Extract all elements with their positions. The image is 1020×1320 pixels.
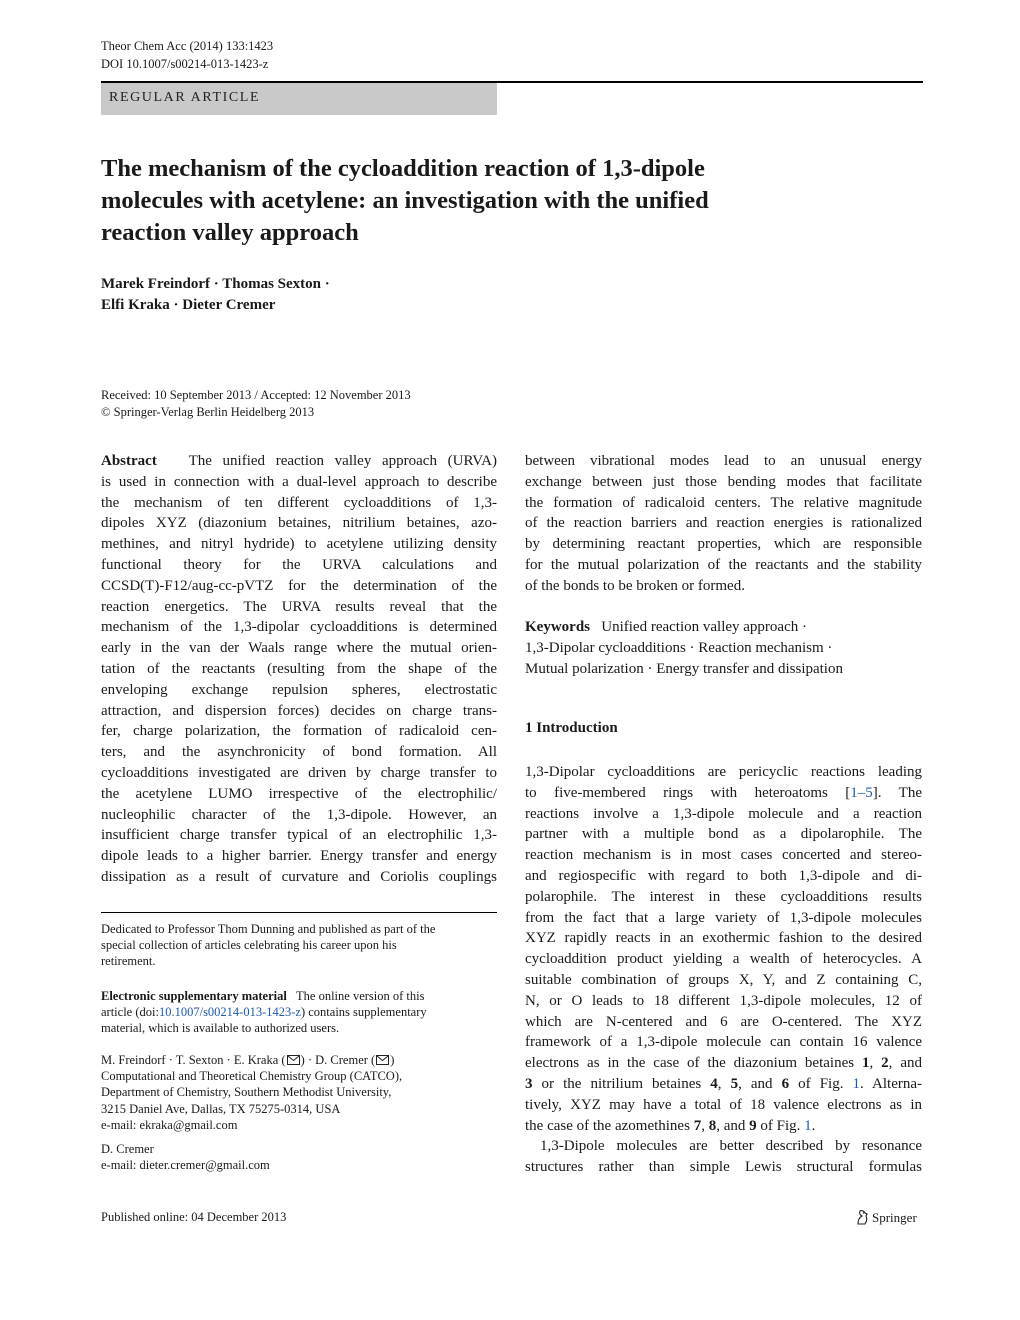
figure-link[interactable]: 1 <box>804 1117 812 1134</box>
intro-text: , and <box>888 1055 922 1072</box>
esm-line <box>101 988 497 1004</box>
publication-dates <box>101 387 411 421</box>
abstract-line: between vibrational modes lead to an unusual energy <box>525 453 922 469</box>
abstract-line: mechanism of the 1,3-dipolar cycloadditions is determined <box>101 619 497 636</box>
abstract-last-line: of the bonds to be broken or formed. <box>525 577 745 594</box>
article-type-banner <box>101 83 497 115</box>
article-title <box>101 153 801 249</box>
journal-citation: Theor Chem Acc (2014) 133:1423 <box>101 39 274 53</box>
author-line: Marek Freindorf · Thomas Sexton · <box>101 276 330 292</box>
figure-link[interactable]: 1 <box>852 1075 861 1092</box>
abstract-line: dissipation as a result of curvature and Coriolis couplings <box>101 868 497 885</box>
keywords-line: 1,3-Dipolar cycloadditions · Reaction mechanism · <box>525 639 833 656</box>
intro-text: of Fig. <box>756 1117 805 1134</box>
dedication-line: special collection of articles celebrating his career upon his <box>101 938 397 953</box>
intro-text: . Alterna- <box>860 1075 922 1092</box>
intro-line <box>525 783 922 804</box>
abstract-line: cycloadditions investigated are driven by charge transfer to <box>101 764 497 781</box>
intro-line: 3 or the nitrilium betaines 4, 5, and 6 of Fig. 1. Alterna- <box>525 1075 922 1092</box>
intro-line: reactions involve a 1,3-dipole molecule and a reaction <box>525 805 922 822</box>
compound-number: 9 <box>749 1117 757 1134</box>
esm-text: The online version of this <box>296 989 425 1003</box>
compound-number: 7 <box>693 1117 702 1134</box>
intro-line: from the fact that a large variety of 1,3-dipole molecules <box>525 909 922 926</box>
intro-line: which are N-centered and 6 are O-centered. The XYZ <box>525 1013 922 1030</box>
doi-line: DOI 10.1007/s00214-013-1423-z <box>101 57 269 71</box>
keywords-text: Unified reaction valley approach · <box>601 619 807 635</box>
journal-header <box>101 37 273 73</box>
esm-text: article (doi: <box>101 1005 159 1020</box>
publisher-name: Springer <box>872 1210 917 1225</box>
intro-text: or the nitrilium betaines <box>532 1075 711 1092</box>
esm-doi-link[interactable]: 10.1007/s00214-013-1423-z <box>158 1005 301 1020</box>
intro-line: polarophile. The interest in these cycloadditions results <box>525 888 922 905</box>
intro-line: 1,3-Dipolar cycloadditions are pericyclic reactions leading <box>525 764 922 780</box>
affil-text: M. Freindorf · T. Sexton · E. Kraka ( <box>101 1053 286 1067</box>
compound-number: 8 <box>708 1117 717 1134</box>
abstract-line: tation of the reactants (resulting from the shape of the <box>101 660 497 677</box>
compound-number: 4 <box>710 1075 718 1092</box>
compound-number: 3 <box>525 1075 533 1092</box>
abstract-line: by determining reactant properties, which are responsible <box>525 536 922 553</box>
affiliation-note <box>101 1052 497 1173</box>
keywords-block <box>525 617 922 679</box>
esm-line <box>101 1004 497 1020</box>
affiliation-line: Department of Chemistry, Southern Methodist University, <box>101 1085 392 1100</box>
intro-line: the case of the azomethines 7, 8, and 9 of Fig. 1. <box>525 1117 816 1134</box>
abstract-line: fer, charge polarization, the formation of radicaloid cen- <box>101 723 497 740</box>
affiliation-line: 3215 Daniel Ave, Dallas, TX 75275-0314, USA <box>101 1101 341 1116</box>
cremer-name: D. Cremer <box>101 1141 154 1156</box>
intro-text: to five-membered rings with heteroatoms [ <box>525 784 851 801</box>
dedication-line: Dedicated to Professor Thom Dunning and published as part of the <box>101 922 436 936</box>
title-line: molecules with acetylene: an investigation with the unified <box>101 187 709 214</box>
published-online: Published online: 04 December 2013 <box>101 1210 287 1224</box>
intro-text: ]. The <box>872 784 922 801</box>
abstract-line: the acetylene LUMO irrespective of the electrophilic/ <box>101 785 497 802</box>
title-line: reaction valley approach <box>101 219 359 246</box>
introduction-body <box>525 762 922 1178</box>
title-line: The mechanism of the cycloaddition reaction of 1,3-dipole <box>101 155 705 182</box>
intro-line: and regiospecific with regard to both 1,3-dipole and di- <box>525 867 922 884</box>
reference-link[interactable]: 1–5 <box>850 784 873 801</box>
intro-line: XYZ rapidly reacts in an exothermic fashion to the desired <box>525 930 922 947</box>
intro-line: tively, XYZ may have a total of 18 valence electrons as in <box>525 1096 922 1113</box>
intro-line: electrons as in the case of the diazonium betaines 1, 2, and <box>525 1055 922 1072</box>
article-type-label: REGULAR ARTICLE <box>109 90 261 105</box>
intro-text: electrons as in the case of the diazonium betaines <box>525 1055 855 1072</box>
affil-text: ) · D. Cremer ( <box>300 1053 376 1067</box>
dedication-line: retirement. <box>101 954 156 969</box>
esm-line: material, which is available to authorized users. <box>101 1021 340 1036</box>
abstract-line: early in the van der Waals range where the mutual orien- <box>101 640 497 657</box>
cremer-email: e-mail: dieter.cremer@gmail.com <box>101 1158 270 1173</box>
author-list <box>101 274 330 316</box>
abstract-line: CCSD(T)-F12/aug-cc-pVTZ for the determination of the <box>101 577 497 594</box>
keywords-line: Mutual polarization · Energy transfer and dissipation <box>525 660 843 677</box>
compound-number: 1 <box>862 1055 870 1072</box>
abstract-line: dipole leads to a higher barrier. Energy transfer and energy <box>101 848 497 865</box>
abstract-line: nucleophilic character of the 1,3-dipole. However, an <box>101 806 497 823</box>
abstract-continued <box>525 451 922 597</box>
springer-horse-icon <box>855 1209 869 1225</box>
intro-line: structures rather than simple Lewis structural formulas <box>525 1159 922 1176</box>
abstract-line: functional theory for the URVA calculations and <box>101 556 497 573</box>
intro-text: , and <box>716 1117 750 1134</box>
abstract-line: reaction energetics. The URVA results reveal that the <box>101 598 497 615</box>
abstract-line: is used in connection with a dual-level approach to describe <box>101 473 497 490</box>
compound-number: 6 <box>781 1075 790 1092</box>
copyright-line: © Springer-Verlag Berlin Heidelberg 2013 <box>101 405 315 419</box>
abstract-line: the formation of radicaloid centers. The relative magnitude <box>525 494 922 511</box>
keywords-line <box>525 617 922 638</box>
intro-line: framework of a 1,3-dipole molecule can contain 16 valence <box>525 1034 922 1051</box>
abstract-label: Abstract <box>101 453 157 469</box>
abstract-line: methines, and nitryl hydride) to acetylene utilizing density <box>101 536 497 553</box>
section-heading: 1 Introduction <box>525 720 618 736</box>
footnote-rule <box>101 912 497 913</box>
affiliation-authors <box>101 1052 497 1068</box>
envelope-icon <box>287 1055 300 1065</box>
received-accepted: Received: 10 September 2013 / Accepted: 12 November 2013 <box>101 388 411 402</box>
intro-text: . <box>811 1117 816 1134</box>
abstract-line: ters, and the asynchronicity of bond formation. All <box>101 744 497 761</box>
intro-line: N, or O leads to 18 different 1,3-dipole molecules, 12 of <box>525 992 922 1009</box>
abstract-line: for the mutual polarization of the reactants and the stability <box>525 556 922 573</box>
intro-text: the case of the azomethines <box>525 1117 694 1134</box>
author-line: Elfi Kraka · Dieter Cremer <box>101 297 276 313</box>
compound-number: 5 <box>730 1075 739 1092</box>
intro-line: partner with a multiple bond as a dipolarophile. The <box>525 826 922 843</box>
abstract-line: enveloping exchange repulsion spheres, electrostatic <box>101 681 497 698</box>
compound-number: 2 <box>881 1055 889 1072</box>
intro-line: cycloaddition product yielding a wealth of heterocycles. A <box>525 951 922 968</box>
abstract-line: exchange between just those bending modes that facilitate <box>525 473 922 490</box>
abstract-line: attraction, and dispersion forces) decides on charge trans- <box>101 702 497 719</box>
abstract-line: of the reaction barriers and reaction energies is rationalized <box>525 515 922 532</box>
intro-line: suitable combination of groups X, Y, and Z containing C, <box>525 971 922 988</box>
envelope-icon <box>376 1055 389 1065</box>
abstract-text: The unified reaction valley approach (URVA) <box>188 453 497 469</box>
intro-line: reaction mechanism is in most cases concerted and stereo- <box>525 847 922 864</box>
esm-label: Electronic supplementary material <box>101 989 287 1003</box>
kraka-email: e-mail: ekraka@gmail.com <box>101 1117 238 1132</box>
abstract-first-line <box>101 451 497 472</box>
intro-text: , and <box>738 1075 773 1092</box>
publisher-logo <box>855 1209 917 1226</box>
affiliation-line: Computational and Theoretical Chemistry Group (CATCO), <box>101 1069 403 1084</box>
intro-text: of Fig. <box>789 1075 853 1092</box>
affil-text: ) <box>390 1053 395 1067</box>
abstract-line: insufficient charge transfer typical of an electrophilic 1,3- <box>101 827 497 844</box>
keywords-label: Keywords <box>525 619 590 635</box>
esm-note <box>101 988 497 1037</box>
abstract-line: the mechanism of ten different cycloadditions of 1,3- <box>101 494 497 511</box>
esm-text: ) contains supplementary <box>300 1005 427 1020</box>
dedication-note <box>101 921 497 970</box>
abstract-line: dipoles XYZ (diazonium betaines, nitrilium betaines, azo- <box>101 515 497 532</box>
abstract-block <box>101 451 497 888</box>
intro-line: 1,3-Dipole molecules are better described by resonance <box>540 1138 922 1155</box>
